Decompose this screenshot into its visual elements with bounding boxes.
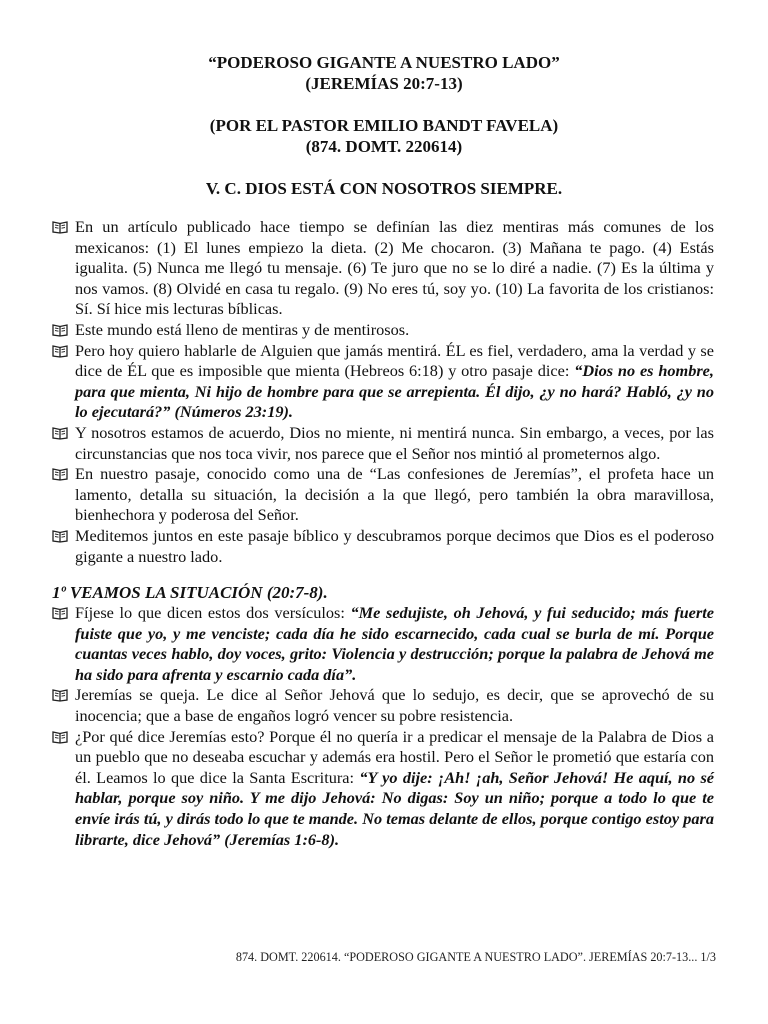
page-footer: 874. DOMT. 220614. “PODEROSO GIGANTE A NUESTRO LADO”. JEREMÍAS 20:7-13... 1/3 — [235, 950, 716, 964]
author-line: (POR EL PASTOR EMILIO BANDT FAVELA) — [209, 116, 559, 135]
item-text: Pero hoy quiero hablarle de Alguien que jamás mentirá. ÉL es fiel, verdadero, ama la verdad y se dice de ÉL que es imposible que mienta (Hebreos 6:18) y otro pasaje dice: — [75, 340, 714, 381]
list-item — [52, 320, 714, 341]
item-text: En un artículo publicado hace tiempo se definían las diez mentiras más comunes de los mexicanos: (1) El lunes empiezo la dieta. (2) Me chocaron. (3) Mañana te pago. (4) Estás igualita. (5) Nunca me llegó tu mensaje. (6) Te juro que no se lo diré a nadie. (7) Es la última y nos vamos. (8) Olvidé en casa tu regalo. (9) No eres tú, soy yo. (10) La favorita de los cristianos: Sí. Sí hice mis lecturas bíblicas. — [75, 217, 714, 319]
open-book-icon — [52, 220, 68, 234]
open-book-icon — [52, 529, 68, 543]
theme-line: V. C. DIOS ESTÁ CON NOSOTROS SIEMPRE. — [205, 179, 563, 198]
item-text: Fíjese lo que dicen estos dos versículos: — [75, 603, 351, 623]
item-text: Meditemos juntos en este pasaje bíblico y descubramos porque decimos que Dios es el poderoso gigante a nuestro lado. — [75, 525, 714, 566]
scripture-quote: “Me sedujiste, oh Jehová, y fui seducido; más fuerte fuiste que yo, y me venciste; cada día he sido escarnecido, cada cual se burla de mí. Porque cuantas veces hablo, doy voces, grito: Violencia y destrucción; porque la palabra de Jehová me ha sido para afrenta y escarnio cada día”. — [75, 603, 714, 684]
scripture-reference: (JEREMÍAS 20:7-13) — [305, 74, 463, 93]
sermon-title: “PODEROSO GIGANTE A NUESTRO LADO” — [208, 53, 560, 72]
open-book-icon — [52, 730, 68, 744]
item-text: ¿Por qué dice Jeremías esto? Porque él no quería ir a predicar el mensaje de la Palabra de Dios a un pueblo que no deseaba escuchar y además era hostil. Pero el Señor le prometió que estaría con él. Leamos lo que dice la Santa Escritura: — [75, 726, 714, 787]
list-item — [52, 464, 714, 526]
document-header — [0, 52, 768, 94]
list-item — [52, 423, 714, 464]
list-item — [52, 217, 714, 320]
open-book-icon — [52, 467, 68, 481]
open-book-icon — [52, 688, 68, 702]
open-book-icon — [52, 606, 68, 620]
body-content — [52, 217, 714, 850]
scripture-quote: “Y yo dije: ¡Ah! ¡ah, Señor Jehová! He aquí, no sé hablar, porque soy niño. Y me dijo Jehová: No digas: Soy un niño; porque a todo lo que te envíe irás tú, y dirás todo lo que te mande. No temas delante de ellos, porque contigo estoy para librarte, dice Jehová” (Jeremías 1:6-8). — [75, 767, 715, 849]
document-code: (874. DOMT. 220614) — [305, 137, 463, 156]
list-item — [52, 526, 714, 567]
list-item — [52, 603, 714, 685]
list-item — [52, 341, 714, 423]
open-book-icon — [52, 323, 68, 337]
open-book-icon — [52, 426, 68, 440]
list-item — [52, 727, 714, 851]
item-text: Y nosotros estamos de acuerdo, Dios no miente, ni mentirá nunca. Sin embargo, a veces, por las circunstancias que nos toca vivir, nos parece que el Señor nos mintió al prometernos algo. — [75, 422, 714, 463]
author-block — [0, 115, 768, 157]
item-text: Jeremías se queja. Le dice al Señor Jehová que lo sedujo, es decir, que se aprovechó de su inocencia; que a base de engaños logró vencer su pobre resistencia. — [75, 685, 714, 726]
item-text: En nuestro pasaje, conocido como una de “Las confesiones de Jeremías”, el profeta hace un lamento, detalla su situación, la decisión a la que llegó, pero también la obra maravillosa, bienhechora y poderosa del Señor. — [75, 464, 714, 525]
open-book-icon — [52, 344, 68, 358]
list-item — [52, 685, 714, 726]
section-heading: 1º VEAMOS LA SITUACIÓN (20:7-8). — [52, 583, 328, 603]
scripture-quote: “Dios no es hombre, para que mienta, Ni hijo de hombre para que se arrepienta. Él dijo, ¿y no hará? Habló, ¿y no lo ejecutará?” (Números 23:19). — [75, 361, 714, 422]
item-text: Este mundo está lleno de mentiras y de mentirosos. — [75, 319, 410, 339]
